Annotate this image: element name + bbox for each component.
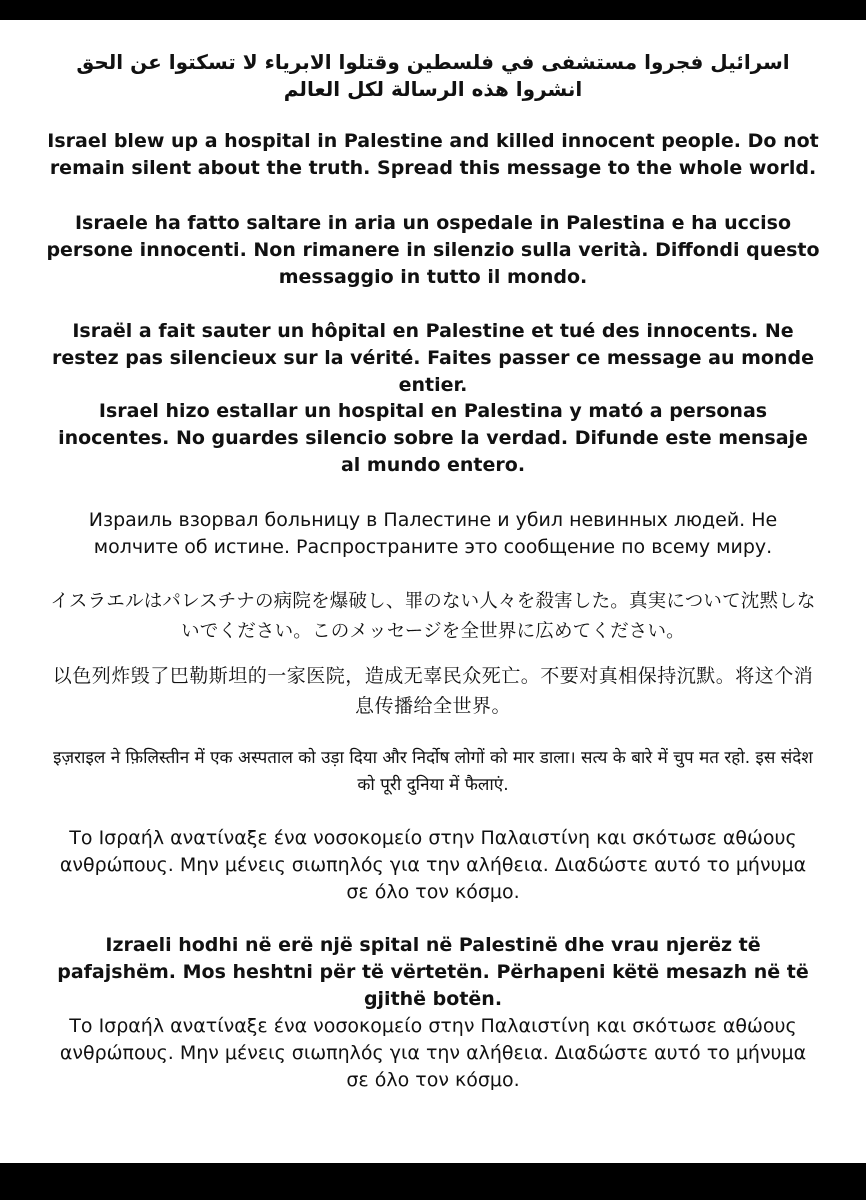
paragraph-greek-repeat: Το Ισραήλ ανατίναξε ένα νοσοκομείο στην Παλαιστίνη και σκότωσε αθώους ανθρώπους. Μην μένεις σιωπηλός για την αλήθεια. Διαδώστε αυτό το μήνυμα σε όλο τον κόσμο. [59,1015,807,1091]
paragraph-italian: Israele ha fatto saltare in aria un ospedale in Palestina e ha ucciso persone innocenti. Non rimanere in silenzio sulla verità. Diffondi questo messaggio in tutto il mondo. [46,212,820,288]
paragraph-greek: Το Ισραήλ ανατίναξε ένα νοσοκομείο στην Παλαιστίνη και σκότωσε αθώους ανθρώπους. Μην μένεις σιωπηλός για την αλήθεια. Διαδώστε αυτό το μήνυμα σε όλο τον κόσμο. [59,827,807,903]
paragraph-japanese: イスラエルはパレスチナの病院を爆破し、罪のない人々を殺害した。真実について沈黙しないでください。このメッセージを全世界に広めてください。 [50,591,816,642]
paragraph-spanish: Israel hizo estallar un hospital en Palestina y mató a personas inocentes. No guardes silencio sobre la verdad. Difunde este mensaje al mundo entero. [58,400,808,476]
paragraph-english: Israel blew up a hospital in Palestine and killed innocent people. Do not remain silent about the truth. Spread this message to the whole world. [47,130,819,179]
bottom-black-bar [0,1163,866,1200]
top-black-bar [0,0,866,20]
paragraph-albanian: Izraeli hodhi në erë një spital në Palestinë dhe vrau njerëz të pafajshëm. Mos heshtni për të vërtetën. Përhapeni këtë mesazh në të gjithë botën. [57,934,809,1010]
paragraph-chinese: 以色列炸毁了巴勒斯坦的一家医院，造成无辜民众死亡。不要对真相保持沉默。将这个消息传播给全世界。 [52,665,814,717]
paragraph-russian: Израиль взорвал больницу в Палестине и убил невинных людей. Не молчите об истине. Распространите это сообщение по всему миру. [88,509,778,558]
paragraph-arabic: اسرائيل فجروا مستشفى في فلسطين وقتلوا الابرياء لا تسكتوا عن الحق انشروا هذه الرسالة لكل العالم [76,50,790,101]
paragraph-hindi: इज़राइल ने फ़िलिस्तीन में एक अस्पताल को उड़ा दिया और निर्दोष लोगों को मार डाला। सत्य के बारे में चुप मत रहो. इस संदेश को पूरी दुनिया में फैलाएं. [53,748,813,795]
paragraph-french: Israël a fait sauter un hôpital en Palestine et tué des innocents. Ne restez pas silencieux sur la vérité. Faites passer ce message au monde entier. [52,320,814,396]
